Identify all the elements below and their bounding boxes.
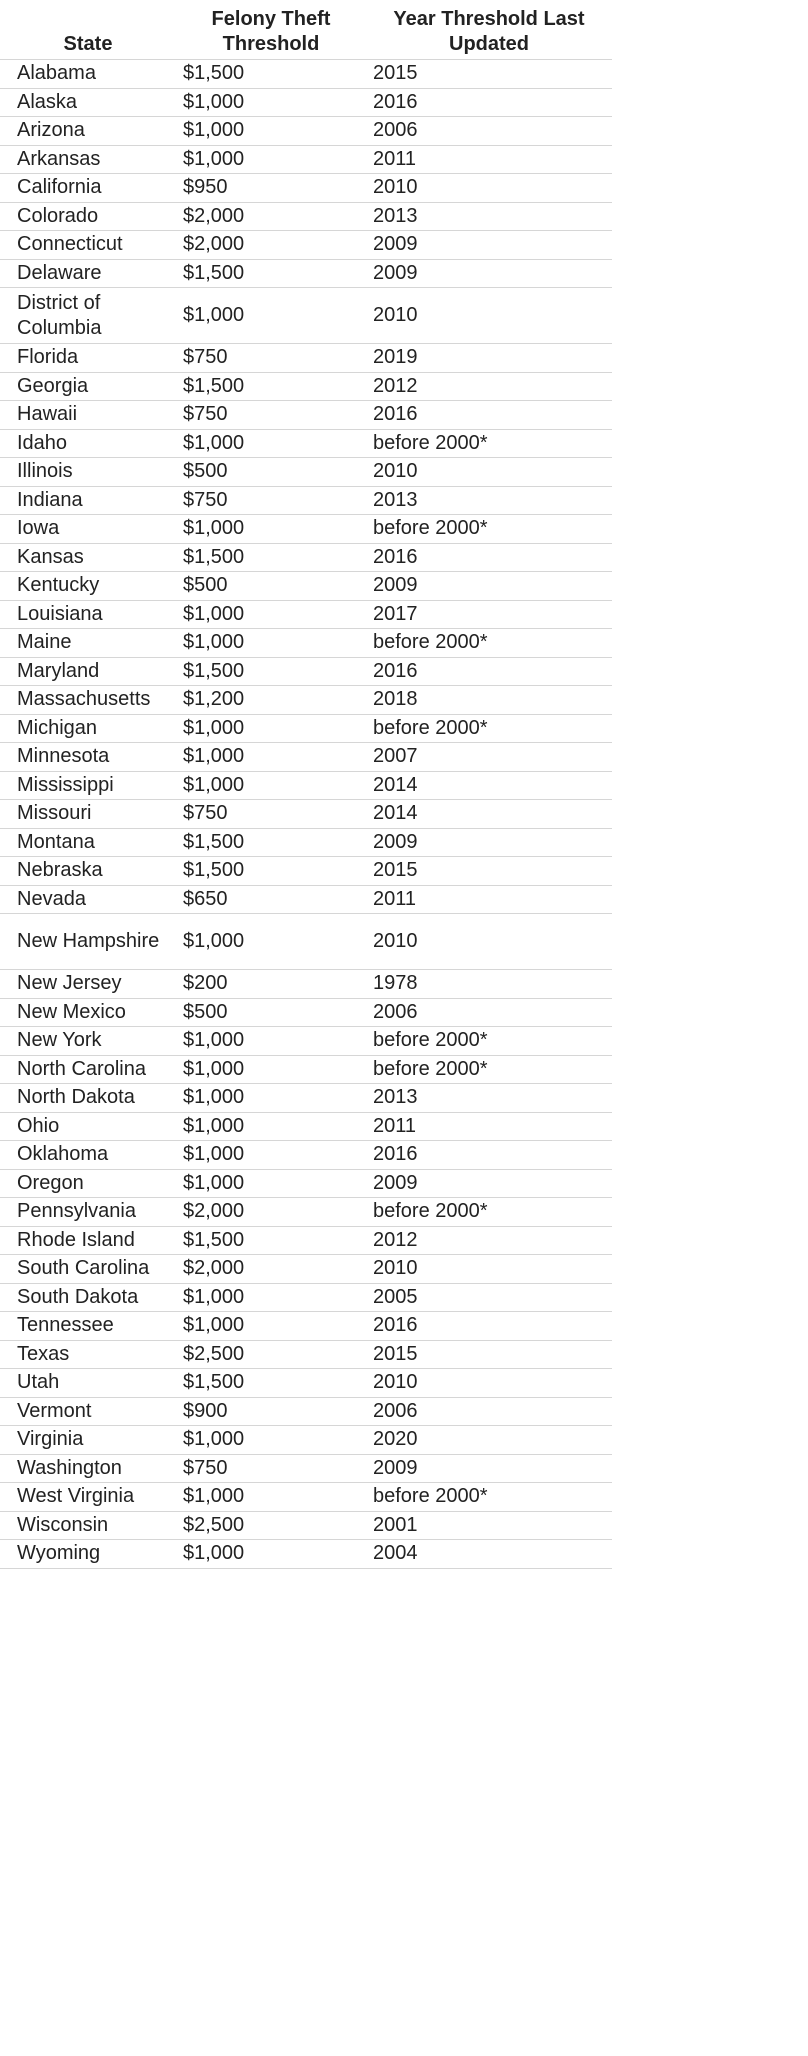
state-cell: Florida [0, 344, 176, 373]
year-updated-cell: 2014 [366, 800, 612, 829]
table-row [0, 372, 612, 401]
table-header [0, 0, 612, 60]
year-updated-cell: before 2000* [366, 1483, 612, 1512]
year-updated-cell: before 2000* [366, 714, 612, 743]
header-threshold: Felony Theft Threshold [176, 0, 366, 60]
year-updated-cell: 2006 [366, 1397, 612, 1426]
year-updated-cell: 2010 [366, 288, 612, 344]
year-updated-cell: 2015 [366, 1340, 612, 1369]
state-cell: North Carolina [0, 1055, 176, 1084]
table-row [0, 1369, 612, 1398]
state-cell: Georgia [0, 372, 176, 401]
table-row [0, 145, 612, 174]
table-row [0, 543, 612, 572]
threshold-cell: $1,500 [176, 1369, 366, 1398]
threshold-cell: $1,000 [176, 1084, 366, 1113]
table-row [0, 1055, 612, 1084]
threshold-cell: $750 [176, 401, 366, 430]
header-state: State [0, 0, 176, 60]
threshold-cell: $1,500 [176, 857, 366, 886]
year-updated-cell: 2016 [366, 657, 612, 686]
table-row [0, 174, 612, 203]
table-row [0, 629, 612, 658]
year-updated-cell: before 2000* [366, 1027, 612, 1056]
year-updated-cell: 2016 [366, 543, 612, 572]
threshold-cell: $900 [176, 1397, 366, 1426]
year-updated-cell: 2006 [366, 117, 612, 146]
state-cell: North Dakota [0, 1084, 176, 1113]
table-row [0, 657, 612, 686]
year-updated-cell: 2009 [366, 259, 612, 288]
table-row [0, 970, 612, 999]
year-updated-cell: 2010 [366, 914, 612, 970]
table-row [0, 1426, 612, 1455]
state-cell: South Carolina [0, 1255, 176, 1284]
threshold-cell: $1,200 [176, 686, 366, 715]
year-updated-cell: before 2000* [366, 429, 612, 458]
threshold-cell: $1,500 [176, 543, 366, 572]
year-updated-cell: 2016 [366, 401, 612, 430]
threshold-cell: $750 [176, 800, 366, 829]
table-row [0, 288, 612, 344]
year-updated-cell: 2020 [366, 1426, 612, 1455]
threshold-cell: $1,000 [176, 515, 366, 544]
threshold-cell: $1,500 [176, 372, 366, 401]
state-cell: Idaho [0, 429, 176, 458]
state-cell: Connecticut [0, 231, 176, 260]
year-updated-cell: 2009 [366, 231, 612, 260]
threshold-cell: $2,000 [176, 202, 366, 231]
threshold-cell: $750 [176, 344, 366, 373]
table-row [0, 714, 612, 743]
year-updated-cell: 2007 [366, 743, 612, 772]
table-row [0, 1112, 612, 1141]
header-year-updated: Year Threshold Last Updated [366, 0, 612, 60]
state-cell: Vermont [0, 1397, 176, 1426]
threshold-cell: $1,000 [176, 1483, 366, 1512]
threshold-cell: $1,000 [176, 145, 366, 174]
table-row [0, 259, 612, 288]
state-cell: Oklahoma [0, 1141, 176, 1170]
table-row [0, 1027, 612, 1056]
state-cell: Wisconsin [0, 1511, 176, 1540]
year-updated-cell: before 2000* [366, 1198, 612, 1227]
table-row [0, 344, 612, 373]
year-updated-cell: 2010 [366, 174, 612, 203]
table-row [0, 1255, 612, 1284]
threshold-cell: $2,000 [176, 1198, 366, 1227]
state-cell: New Jersey [0, 970, 176, 999]
threshold-cell: $1,500 [176, 60, 366, 89]
table-row [0, 429, 612, 458]
threshold-cell: $1,500 [176, 828, 366, 857]
state-cell: California [0, 174, 176, 203]
threshold-cell: $1,000 [176, 629, 366, 658]
threshold-cell: $1,000 [176, 914, 366, 970]
state-cell: Maine [0, 629, 176, 658]
table-row [0, 857, 612, 886]
state-cell: South Dakota [0, 1283, 176, 1312]
table-row [0, 1397, 612, 1426]
year-updated-cell: 2009 [366, 1454, 612, 1483]
state-cell: New York [0, 1027, 176, 1056]
year-updated-cell: 2009 [366, 572, 612, 601]
threshold-cell: $1,000 [176, 1540, 366, 1569]
table-row [0, 60, 612, 89]
table-row [0, 231, 612, 260]
year-updated-cell: 2001 [366, 1511, 612, 1540]
state-cell: Kansas [0, 543, 176, 572]
table-row [0, 1483, 612, 1512]
threshold-cell: $950 [176, 174, 366, 203]
threshold-cell: $2,000 [176, 1255, 366, 1284]
threshold-cell: $1,000 [176, 1283, 366, 1312]
year-updated-cell: 2011 [366, 1112, 612, 1141]
table-row [0, 600, 612, 629]
state-cell: Nevada [0, 885, 176, 914]
state-cell: Pennsylvania [0, 1198, 176, 1227]
state-cell: Iowa [0, 515, 176, 544]
threshold-cell: $1,500 [176, 259, 366, 288]
year-updated-cell: 2016 [366, 1312, 612, 1341]
table-row [0, 1454, 612, 1483]
table-row [0, 1141, 612, 1170]
state-cell: Maryland [0, 657, 176, 686]
threshold-cell: $1,000 [176, 1027, 366, 1056]
table-row [0, 486, 612, 515]
year-updated-cell: 2011 [366, 145, 612, 174]
threshold-cell: $200 [176, 970, 366, 999]
threshold-cell: $2,000 [176, 231, 366, 260]
threshold-cell: $1,000 [176, 88, 366, 117]
state-cell: Arkansas [0, 145, 176, 174]
threshold-cell: $1,000 [176, 600, 366, 629]
table-row [0, 1226, 612, 1255]
year-updated-cell: 2009 [366, 1169, 612, 1198]
state-cell: Tennessee [0, 1312, 176, 1341]
table-row [0, 401, 612, 430]
state-cell: Illinois [0, 458, 176, 487]
year-updated-cell: 2004 [366, 1540, 612, 1569]
threshold-cell: $1,000 [176, 429, 366, 458]
state-cell: Kentucky [0, 572, 176, 601]
state-cell: District of Columbia [0, 288, 176, 344]
threshold-cell: $1,500 [176, 657, 366, 686]
year-updated-cell: 1978 [366, 970, 612, 999]
threshold-cell: $1,000 [176, 714, 366, 743]
state-cell: Missouri [0, 800, 176, 829]
year-updated-cell: 2015 [366, 60, 612, 89]
year-updated-cell: 2013 [366, 486, 612, 515]
table-row [0, 800, 612, 829]
threshold-cell: $2,500 [176, 1511, 366, 1540]
table-body [0, 60, 612, 1569]
table-row [0, 1198, 612, 1227]
table-row [0, 88, 612, 117]
threshold-cell: $1,000 [176, 1426, 366, 1455]
year-updated-cell: 2019 [366, 344, 612, 373]
year-updated-cell: 2011 [366, 885, 612, 914]
threshold-cell: $1,000 [176, 288, 366, 344]
table-row [0, 885, 612, 914]
table-row [0, 1312, 612, 1341]
state-cell: Massachusetts [0, 686, 176, 715]
state-cell: Colorado [0, 202, 176, 231]
state-cell: Indiana [0, 486, 176, 515]
state-cell: West Virginia [0, 1483, 176, 1512]
table-row [0, 1169, 612, 1198]
threshold-cell: $1,000 [176, 771, 366, 800]
threshold-cell: $1,000 [176, 743, 366, 772]
table-row [0, 202, 612, 231]
header-row [0, 0, 612, 60]
table-row [0, 771, 612, 800]
table-row [0, 1340, 612, 1369]
threshold-cell: $1,000 [176, 1169, 366, 1198]
threshold-cell: $750 [176, 1454, 366, 1483]
threshold-cell: $1,000 [176, 1112, 366, 1141]
table-row [0, 1283, 612, 1312]
state-cell: Minnesota [0, 743, 176, 772]
state-cell: New Hampshire [0, 914, 176, 970]
state-cell: Montana [0, 828, 176, 857]
table-row [0, 458, 612, 487]
threshold-cell: $1,000 [176, 1312, 366, 1341]
year-updated-cell: 2010 [366, 1369, 612, 1398]
year-updated-cell: 2013 [366, 202, 612, 231]
threshold-cell: $1,000 [176, 1141, 366, 1170]
state-cell: Michigan [0, 714, 176, 743]
table-row [0, 998, 612, 1027]
state-cell: Oregon [0, 1169, 176, 1198]
year-updated-cell: 2014 [366, 771, 612, 800]
year-updated-cell: before 2000* [366, 1055, 612, 1084]
state-cell: Rhode Island [0, 1226, 176, 1255]
state-cell: Ohio [0, 1112, 176, 1141]
threshold-cell: $500 [176, 998, 366, 1027]
state-cell: Utah [0, 1369, 176, 1398]
state-cell: Hawaii [0, 401, 176, 430]
year-updated-cell: 2016 [366, 1141, 612, 1170]
year-updated-cell: 2010 [366, 458, 612, 487]
threshold-cell: $1,500 [176, 1226, 366, 1255]
state-cell: Delaware [0, 259, 176, 288]
state-cell: Washington [0, 1454, 176, 1483]
table-row [0, 743, 612, 772]
threshold-cell: $500 [176, 572, 366, 601]
state-cell: Arizona [0, 117, 176, 146]
table-row [0, 686, 612, 715]
year-updated-cell: 2010 [366, 1255, 612, 1284]
table-row [0, 1540, 612, 1569]
year-updated-cell: 2012 [366, 1226, 612, 1255]
table-row [0, 914, 612, 970]
table-row [0, 828, 612, 857]
year-updated-cell: 2015 [366, 857, 612, 886]
threshold-cell: $750 [176, 486, 366, 515]
state-cell: Texas [0, 1340, 176, 1369]
state-cell: Nebraska [0, 857, 176, 886]
table-row [0, 572, 612, 601]
threshold-cell: $500 [176, 458, 366, 487]
state-cell: Wyoming [0, 1540, 176, 1569]
year-updated-cell: 2006 [366, 998, 612, 1027]
state-cell: Louisiana [0, 600, 176, 629]
threshold-cell: $1,000 [176, 117, 366, 146]
state-cell: Alabama [0, 60, 176, 89]
threshold-cell: $2,500 [176, 1340, 366, 1369]
threshold-cell: $650 [176, 885, 366, 914]
state-cell: Virginia [0, 1426, 176, 1455]
table-row [0, 117, 612, 146]
state-cell: Mississippi [0, 771, 176, 800]
year-updated-cell: before 2000* [366, 629, 612, 658]
year-updated-cell: 2017 [366, 600, 612, 629]
table-row [0, 515, 612, 544]
year-updated-cell: before 2000* [366, 515, 612, 544]
threshold-cell: $1,000 [176, 1055, 366, 1084]
year-updated-cell: 2012 [366, 372, 612, 401]
state-cell: Alaska [0, 88, 176, 117]
year-updated-cell: 2005 [366, 1283, 612, 1312]
year-updated-cell: 2018 [366, 686, 612, 715]
state-cell: New Mexico [0, 998, 176, 1027]
year-updated-cell: 2009 [366, 828, 612, 857]
table-row [0, 1084, 612, 1113]
year-updated-cell: 2016 [366, 88, 612, 117]
table-row [0, 1511, 612, 1540]
year-updated-cell: 2013 [366, 1084, 612, 1113]
